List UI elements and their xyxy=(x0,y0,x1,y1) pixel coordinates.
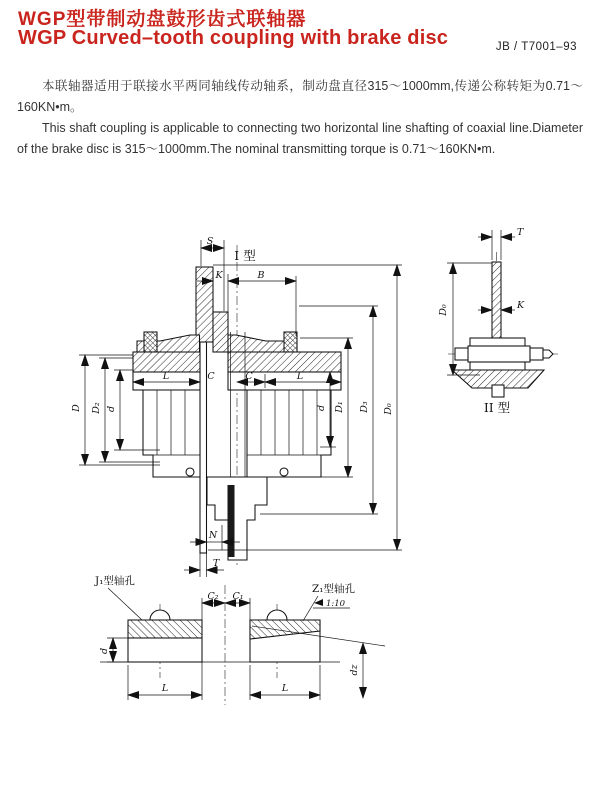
dim-label-L-main-left: L xyxy=(162,371,170,382)
brake-disc-step xyxy=(213,312,228,352)
key-left xyxy=(150,610,170,620)
dim-label-D0-main: D₀ xyxy=(383,403,394,415)
dim-label-N: N xyxy=(208,530,218,541)
technical-drawing xyxy=(0,200,600,720)
dim-label-L-bore-right: L xyxy=(281,683,289,694)
type2-view xyxy=(438,227,558,415)
dim-label-d-left: d xyxy=(106,405,117,413)
type1-section-view xyxy=(71,236,402,577)
sleeve-left xyxy=(133,352,200,372)
dim-label-K-main: K xyxy=(215,270,223,281)
flange-bolt-left xyxy=(144,332,157,352)
dim-label-L-main-right: L xyxy=(296,371,304,382)
dim-label-C1: C₁ xyxy=(232,591,244,602)
dim-label-D: D xyxy=(71,404,82,412)
brake-disc-plate xyxy=(200,338,207,553)
taper-ratio-label: 1:10 xyxy=(326,599,346,609)
dim-label-L-bore-left: L xyxy=(161,683,169,694)
dim-label-D0-type2: D₀ xyxy=(438,304,449,316)
shaft-steps xyxy=(207,477,267,560)
brake-disc-upper xyxy=(196,267,213,342)
dim-label-d-bore: d xyxy=(99,647,110,655)
intro-paragraph-chinese: 本联轴器适用于联接水平两同轴线传动轴系，制动盘直径315～1000mm,传递公称转矩为0.71～160KN•m。 xyxy=(17,79,583,114)
type2-bolt-body xyxy=(468,346,530,362)
dim-label-D2: D₂ xyxy=(91,402,102,414)
standard-code: JB / T7001–93 xyxy=(495,41,577,53)
dim-label-D1: D₁ xyxy=(334,401,345,413)
bolt-shank xyxy=(228,485,235,557)
page-title-chinese: WGP型带制动盘鼓形齿式联轴器 xyxy=(18,9,307,30)
intro-paragraph-english: This shaft coupling is applicable to connecting two horizontal line shafting of coaxial line.Diameter of the brake disc is 315～1000mm.The nominal transmitting torque is 0.71～160KN•m. xyxy=(17,121,583,156)
hub-j1-bore xyxy=(128,638,202,662)
bore-detail-view xyxy=(94,574,385,705)
dim-label-K-type2: K xyxy=(517,300,525,311)
dim-label-C-left: C xyxy=(207,371,215,382)
dim-label-T-main: T xyxy=(212,558,220,569)
dim-label-C-right: C xyxy=(245,371,253,382)
type2-bolt-tip xyxy=(543,350,553,358)
flange-bolt-right xyxy=(284,332,297,352)
type2-bolt-head xyxy=(455,348,468,360)
dim-label-T-type2: T xyxy=(517,227,524,238)
relief-hole-right xyxy=(280,468,288,476)
dim-label-d-right: d xyxy=(316,404,327,412)
type1-caption: I 型 xyxy=(234,248,256,263)
dim-label-S: S xyxy=(206,236,214,247)
type2-hub-pin xyxy=(492,385,504,397)
dim-label-D3: D₃ xyxy=(359,401,370,413)
type2-caption: II 型 xyxy=(483,400,511,415)
type2-clamp-upper xyxy=(470,338,525,346)
type2-nut xyxy=(530,348,543,360)
key-right xyxy=(267,610,287,620)
bore-label-z1: Z₁型轴孔 xyxy=(312,583,356,595)
dim-label-dz: dz xyxy=(349,664,360,676)
dim-label-B: B xyxy=(257,270,265,281)
type2-clamp-lower xyxy=(470,362,525,370)
hub-left xyxy=(143,390,200,477)
type2-brake-disc xyxy=(492,262,501,338)
intro-text xyxy=(17,76,583,160)
page-title-english: WGP Curved–tooth coupling with brake disc xyxy=(18,27,449,49)
hub-j1-wall xyxy=(128,620,202,638)
dim-label-C2: C₂ xyxy=(207,591,219,602)
relief-hole-left xyxy=(186,468,194,476)
bore-label-j1: J₁型轴孔 xyxy=(95,575,135,587)
